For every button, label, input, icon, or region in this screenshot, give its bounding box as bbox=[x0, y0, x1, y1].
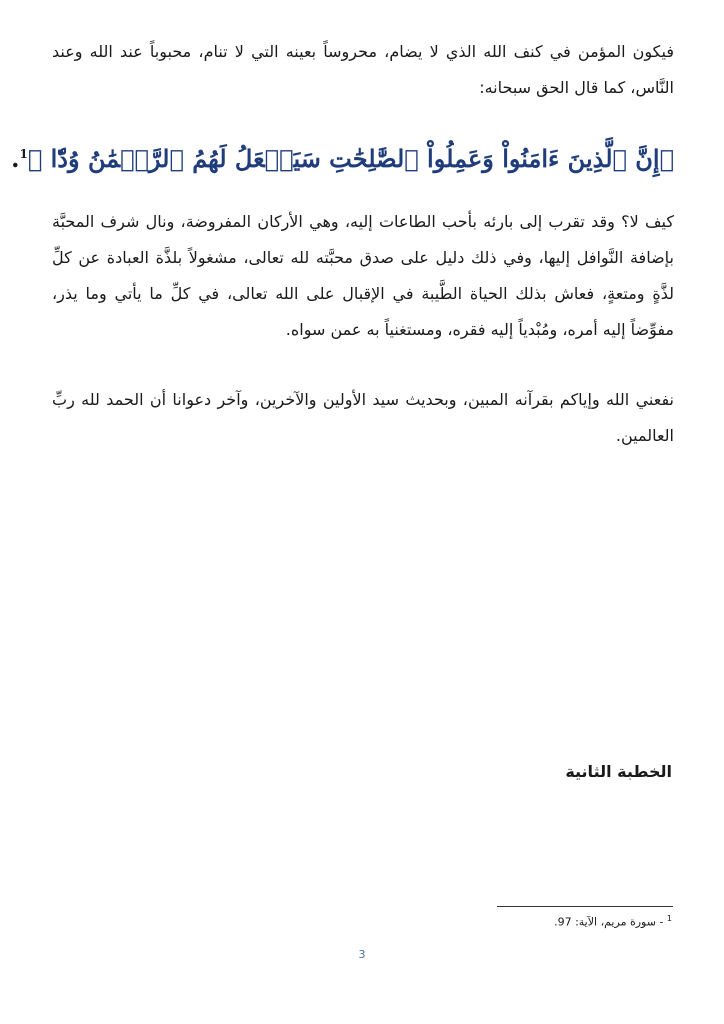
verse-open-bracket: ﴿ bbox=[659, 144, 674, 173]
verse-end-mark: . bbox=[11, 144, 20, 173]
quran-verse bbox=[11, 130, 674, 183]
footnote-divider bbox=[497, 906, 673, 907]
footnote-number: 1 bbox=[666, 914, 672, 923]
section-heading: الخطبة الثانية bbox=[565, 762, 672, 781]
verse-text: إِنَّ ٱلَّذِينَ ءَامَنُواْ وَعَمِلُواْ ٱلصَّٰلِحَٰتِ سَيَجۡعَلُ لَهُمُ ٱلرَّحۡمَٰنُ وُدّٗا bbox=[50, 144, 660, 173]
page-number: 3 bbox=[358, 948, 366, 961]
footnote-reference[interactable]: 1 bbox=[19, 147, 28, 161]
paragraph-intro: فيكون المؤمن في كنف الله الذي لا يضام، محروساً بعينه التي لا تنام، محبوباً عند الله وعند النَّاس، كما قال الحق سبحانه: bbox=[52, 42, 674, 97]
footnote bbox=[554, 914, 672, 929]
footnote-text: - سورة مريم، الآية: 97. bbox=[554, 915, 664, 929]
paragraph-closing: نفعني الله وإياكم بقرآنه المبين، وبحديث سيد الأولين والآخرين، وآخر دعوانا أن الحمد لله ربِّ العالمين. bbox=[52, 390, 674, 445]
verse-close-bracket: ﴾ bbox=[27, 144, 43, 173]
paragraph-body: كيف لا؟ وقد تقرب إلى بارئه بأحب الطاعات إليه، وهي الأركان المفروضة، ونال شرف المحبَّة بإضافة النَّوافل إليها، وفي ذلك دليل على صدق محبَّته لله تعالى، مشغولاً بلذَّة العبادة عن كلِّ لذَّةٍ ومتعةٍ، فعاش بذلك الحياة الطَّيبة في الإقبال على الله تعالى، في كلِّ ما يأتي وما يذر، مفوِّضاً إليه أمره، ومُبْدياً إليه فقره، ومستغنياً به عمن سواه. bbox=[52, 212, 674, 339]
